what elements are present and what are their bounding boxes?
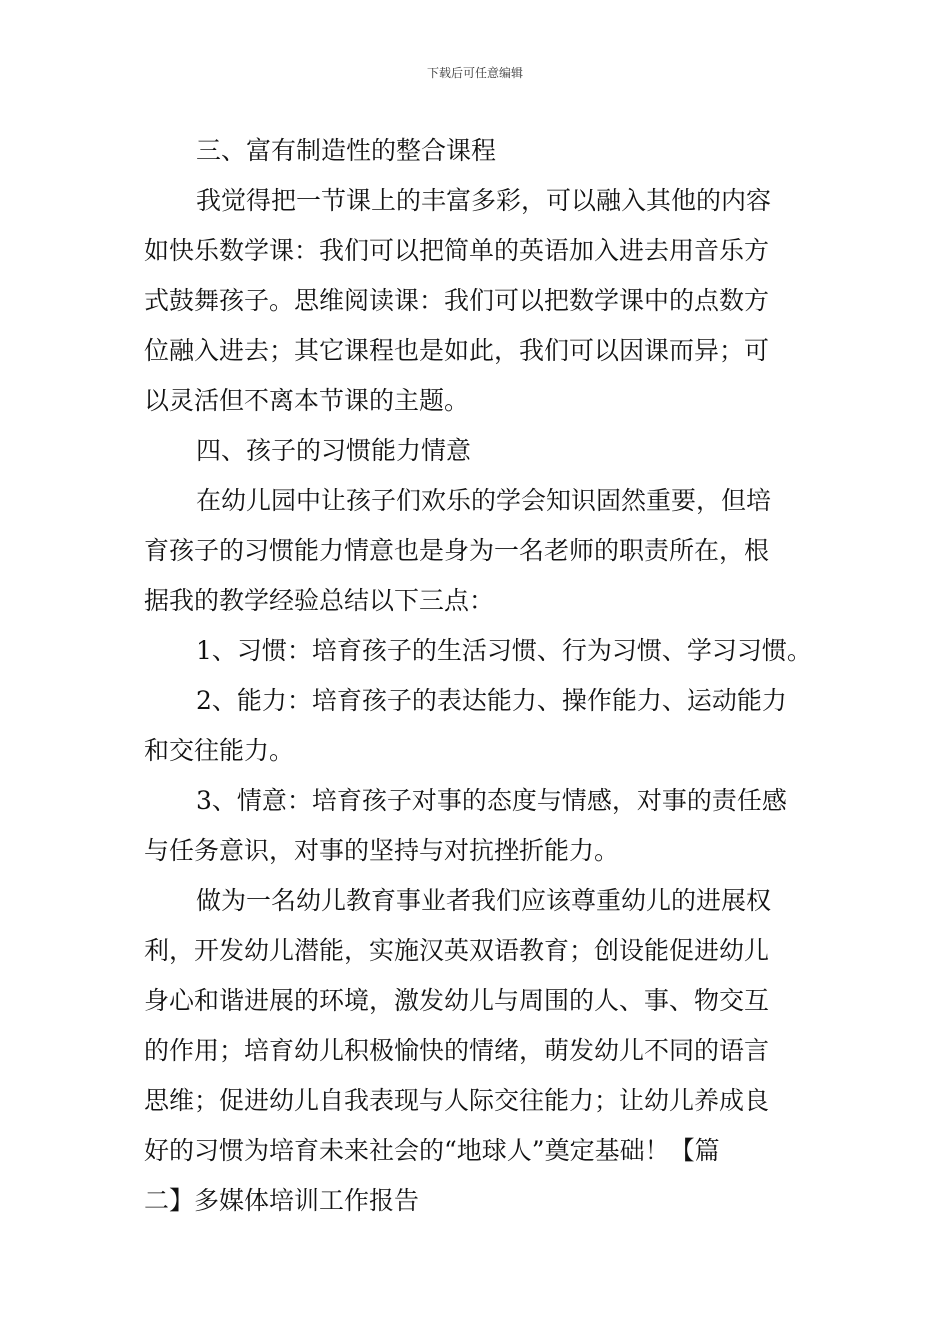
list-item-habit: 1、习惯：培育孩子的生活习惯、行为习惯、学习习惯。 (196, 636, 812, 665)
paragraph-line: 和交往能力。 (144, 736, 295, 765)
paragraph-line: 做为一名幼儿教育事业者我们应该尊重幼儿的进展权 (196, 886, 772, 915)
list-item-emotion: 3、情意：培育孩子对事的态度与情感，对事的责任感 (196, 786, 787, 815)
document-body (144, 126, 812, 1226)
page-header-note: 下载后可任意编辑 (426, 66, 523, 80)
paragraph-line: 我觉得把一节课上的丰富多彩，可以融入其他的内容 (196, 186, 772, 215)
paragraph-line: 好的习惯为培育未来社会的“地球人”奠定基础！【篇 (144, 1136, 720, 1165)
paragraph-line: 二】多媒体培训工作报告 (144, 1186, 420, 1215)
paragraph-line: 身心和谐进展的环境，激发幼儿与周围的人、事、物交互 (144, 986, 770, 1015)
section-heading-3: 三、富有制造性的整合课程 (196, 136, 497, 165)
paragraph-line: 位融入进去；其它课程也是如此，我们可以因课而异；可 (144, 336, 770, 365)
paragraph-line: 在幼儿园中让孩子们欢乐的学会知识固然重要，但培 (196, 486, 772, 515)
paragraph-line: 式鼓舞孩子。思维阅读课：我们可以把数学课中的点数方 (144, 286, 770, 315)
paragraph-line: 据我的教学经验总结以下三点： (144, 586, 495, 615)
paragraph-line: 育孩子的习惯能力情意也是身为一名老师的职责所在，根 (144, 536, 770, 565)
paragraph-line: 与任务意识，对事的坚持与对抗挫折能力。 (144, 836, 620, 865)
paragraph-line: 如快乐数学课：我们可以把简单的英语加入进去用音乐方 (144, 236, 770, 265)
paragraph-line: 以灵活但不离本节课的主题。 (144, 386, 470, 415)
paragraph-line: 利，开发幼儿潜能，实施汉英双语教育；创设能促进幼儿 (144, 936, 770, 965)
section-heading-4: 四、孩子的习惯能力情意 (196, 436, 472, 465)
paragraph-line: 的作用；培育幼儿积极愉快的情绪，萌发幼儿不同的语言 (144, 1036, 770, 1065)
list-item-ability: 2、能力：培育孩子的表达能力、操作能力、运动能力 (196, 686, 787, 715)
paragraph-line: 思维；促进幼儿自我表现与人际交往能力；让幼儿养成良 (144, 1086, 770, 1115)
